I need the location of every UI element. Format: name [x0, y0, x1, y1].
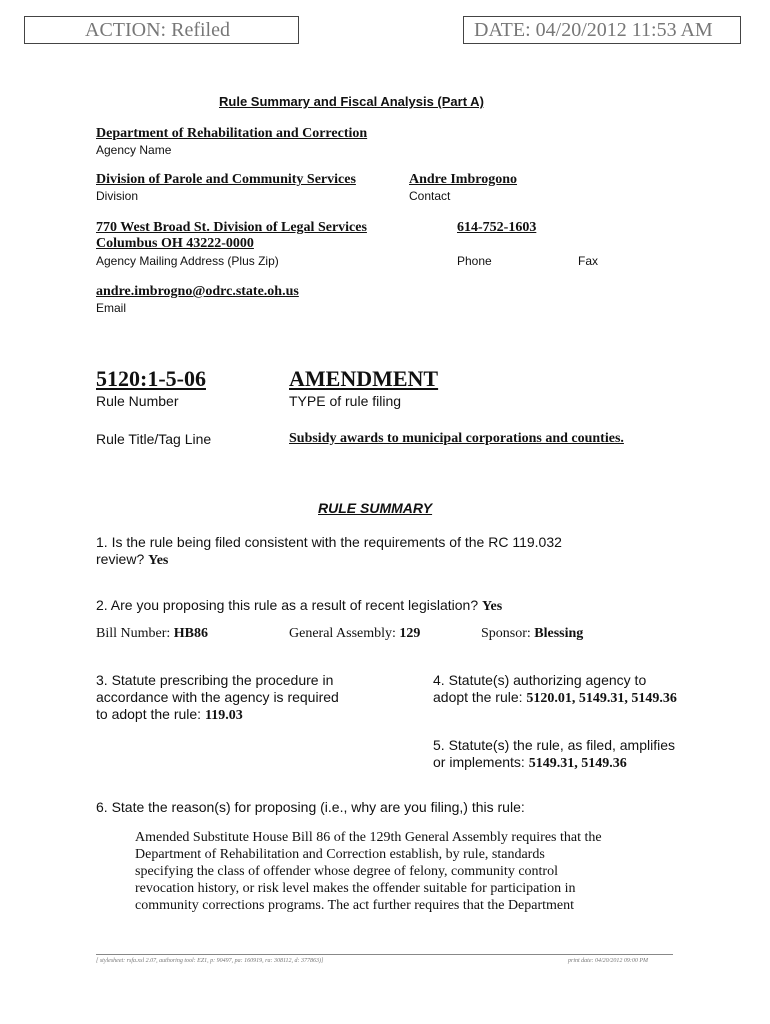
question-1-line-1: 1. Is the rule being filed consistent with the requirements of the RC 119.032 — [96, 534, 562, 550]
question-4-text: adopt the rule: — [433, 689, 523, 705]
document-title: Rule Summary and Fiscal Analysis (Part A) — [219, 94, 484, 109]
question-1-answer: Yes — [148, 553, 169, 568]
agency-name: Department of Rehabilitation and Correction — [96, 126, 368, 141]
rule-type-label: TYPE of rule filing — [289, 393, 402, 409]
email-label: Email — [96, 301, 127, 315]
contact-label: Contact — [409, 189, 451, 203]
question-3-line-3 — [96, 706, 416, 724]
agency-name-label: Agency Name — [96, 143, 172, 157]
reason-line: Department of Rehabilitation and Correction establish, by rule, standards — [135, 847, 545, 862]
sponsor-value: Blessing — [534, 626, 584, 641]
reason-line: revocation history, or risk level makes the offender suitable for participation in — [135, 881, 576, 896]
question-2 — [96, 597, 502, 615]
general-assembly-label: General Assembly: — [289, 626, 396, 641]
rule-title: Subsidy awards to municipal corporations and counties. — [289, 431, 624, 446]
question-1 — [96, 534, 696, 569]
question-4-line-2 — [433, 689, 753, 707]
rule-number: 5120:1-5-06 — [96, 366, 206, 391]
phone-label: Phone — [457, 254, 492, 268]
rule-type: AMENDMENT — [289, 366, 439, 391]
contact-name: Andre Imbrogono — [409, 172, 518, 187]
rule-number-label: Rule Number — [96, 393, 179, 409]
address-line-2: Columbus OH 43222-0000 — [96, 236, 254, 251]
question-2-answer: Yes — [482, 599, 503, 614]
question-4-answer: 5120.01, 5149.31, 5149.36 — [526, 691, 677, 706]
question-5-line-1: 5. Statute(s) the rule, as filed, amplifies — [433, 737, 675, 753]
reason-line: community corrections programs. The act further requires that the Department — [135, 898, 575, 913]
division-label: Division — [96, 189, 139, 203]
footer-print-date: print date: 04/20/2012 09:00 PM — [568, 958, 648, 964]
action-box — [24, 16, 299, 44]
question-5 — [433, 737, 753, 772]
question-5-answer: 5149.31, 5149.36 — [528, 756, 627, 771]
question-3-answer: 119.03 — [204, 708, 243, 723]
question-1-line-2 — [96, 551, 696, 569]
question-5-text: or implements: — [433, 754, 525, 770]
general-assembly — [289, 626, 420, 642]
question-4 — [433, 672, 753, 707]
bill-number — [96, 626, 208, 642]
footer-stylesheet-info: [ stylesheet: rsfa.xsl 2.07, authoring tool: EZ1, p: 90497, pa: 160919, ra: 308112, d: 377863)] — [96, 958, 324, 964]
sponsor-label: Sponsor: — [481, 626, 531, 641]
date-box — [463, 16, 741, 44]
rule-summary-heading: RULE SUMMARY — [318, 500, 433, 516]
date-text: DATE: 04/20/2012 11:53 AM — [474, 19, 713, 41]
fax-label: Fax — [578, 254, 599, 268]
question-3-line-2: accordance with the agency is required — [96, 689, 339, 705]
footer-divider — [96, 954, 673, 955]
division-name: Division of Parole and Community Services — [96, 172, 356, 187]
reason-line: Amended Substitute House Bill 86 of the 129th General Assembly requires that the — [135, 830, 602, 845]
rule-title-label: Rule Title/Tag Line — [96, 431, 212, 447]
reason-text — [135, 829, 695, 914]
address-line-1: 770 West Broad St. Division of Legal Services — [96, 220, 367, 235]
question-1-text: review? — [96, 551, 145, 567]
question-3-line-1: 3. Statute prescribing the procedure in — [96, 672, 334, 688]
email-value: andre.imbrogno@odrc.state.oh.us — [96, 284, 299, 299]
general-assembly-value: 129 — [399, 626, 421, 641]
question-3-text: to adopt the rule: — [96, 706, 202, 722]
action-text: ACTION: Refiled — [85, 19, 230, 41]
reason-line: specifying the class of offender whose degree of felony, community control — [135, 864, 558, 879]
bill-number-value: HB86 — [173, 626, 209, 641]
phone-value: 614-752-1603 — [457, 220, 537, 235]
question-4-line-1: 4. Statute(s) authorizing agency to — [433, 672, 647, 688]
bill-number-label: Bill Number: — [96, 626, 171, 641]
question-6: 6. State the reason(s) for proposing (i.e., why are you filing,) this rule: — [96, 799, 525, 815]
question-2-text: 2. Are you proposing this rule as a result of recent legislation? — [96, 597, 479, 613]
question-5-line-2 — [433, 754, 753, 772]
address-label: Agency Mailing Address (Plus Zip) — [96, 254, 279, 268]
question-3 — [96, 672, 416, 724]
sponsor — [481, 626, 583, 642]
